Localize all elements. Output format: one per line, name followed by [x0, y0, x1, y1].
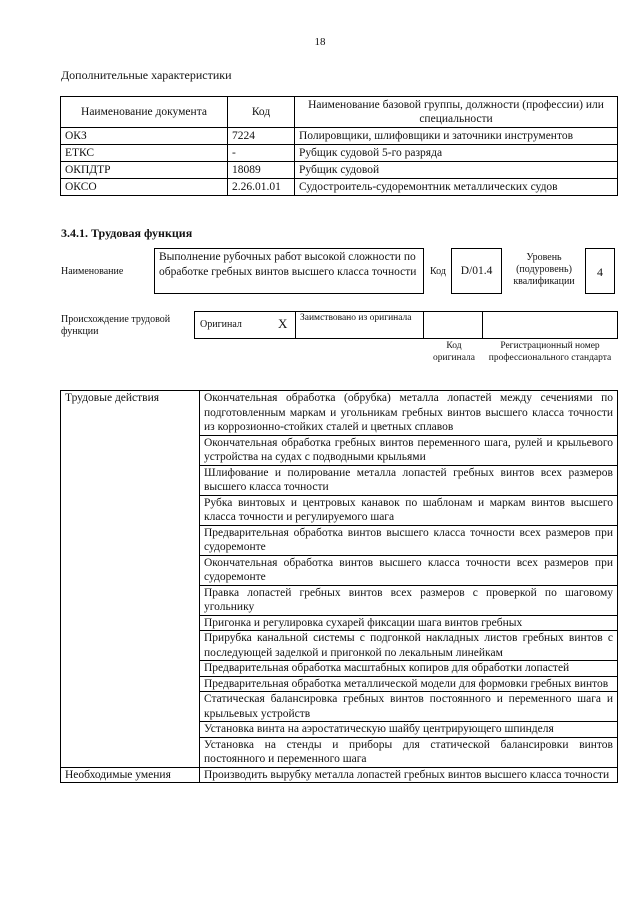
- cell-code: -: [228, 145, 295, 162]
- labor-action-item: Предварительная обработка винтов высшего класса точности всех размеров при судоремонте: [200, 525, 618, 555]
- cell-document: ОКСО: [61, 179, 228, 196]
- header-code: Код: [228, 97, 295, 128]
- labor-action-item: Предварительная обработка металлической модели для формовки гребных винтов: [200, 676, 618, 692]
- qualification-level-value: 4: [585, 248, 615, 294]
- labor-action-item: Установка винта на аэростатическую шайбу центрирующего шпинделя: [200, 722, 618, 738]
- labor-action-item: Окончательная обработка гребных винтов переменного шага, рулей и крыльевого устройства на судах с подводными крыльями: [200, 435, 618, 465]
- header-document: Наименование документа: [61, 97, 228, 128]
- labor-action-item: Правка лопастей гребных винтов всех размеров с проверкой по шаговому угольнику: [200, 585, 618, 615]
- original-label: Оригинал: [200, 319, 242, 330]
- cell-group-name: Полировщики, шлифовщики и заточники инструментов: [295, 128, 618, 145]
- table-row: [61, 179, 618, 196]
- original-mark: X: [278, 316, 288, 331]
- cell-group-name: Рубщик судовой: [295, 162, 618, 179]
- table-row: [61, 145, 618, 162]
- labor-action-item: Статическая балансировка гребных винтов постоянного и переменного шага и крыльевых устройств: [200, 692, 618, 722]
- original-code-cell: [423, 311, 483, 339]
- borrowed-label: Заимствовано из оригинала: [300, 313, 412, 323]
- origin-label: Происхождение трудовой функции: [61, 314, 171, 337]
- labor-action-item: Шлифование и полирование металла лопастей гребных винтов всех размеров высшего класса точности: [200, 465, 618, 495]
- labor-action-item: Предварительная обработка масштабных копиров для обработки лопастей: [200, 661, 618, 677]
- cell-document: ОКЗ: [61, 128, 228, 145]
- function-name-value: Выполнение рубочных работ высокой сложности по обработке гребных винтов высшего класса точности: [154, 248, 424, 294]
- labor-action-item: Окончательная обработка (обрубка) металла лопастей между сечениями по подготовленным маркам и угольникам гребных винтов высшего класса точности из коррозионно-стойких сталей и цветных сплавов: [200, 391, 618, 436]
- cell-document: ОКПДТР: [61, 162, 228, 179]
- required-skills-label: Необходимые умения: [61, 767, 200, 783]
- table-row: [61, 391, 618, 436]
- cell-code: 2.26.01.01: [228, 179, 295, 196]
- cell-group-name: Рубщик судовой 5-го разряда: [295, 145, 618, 162]
- table-header-row: [61, 97, 618, 128]
- registration-number-label: Регистрационный номер профессионального стандарта: [488, 341, 612, 363]
- qualification-level-label: Уровень (подуровень) квалификации: [513, 252, 575, 287]
- page-number: 18: [314, 36, 326, 48]
- labor-action-item: Прирубка канальной системы с подгонкой накладных листов гребных винтов с последующей заделкой и пригонкой по лекальным линейкам: [200, 631, 618, 661]
- table-row: [61, 128, 618, 145]
- function-code-value: D/01.4: [451, 248, 502, 294]
- labor-actions-table: [60, 390, 618, 783]
- name-label: Наименование: [61, 266, 124, 277]
- labor-action-item: Установка на стенды и приборы для статической балансировки винтов постоянного и переменного шага: [200, 737, 618, 767]
- cell-document: ЕТКС: [61, 145, 228, 162]
- header-group-name: Наименование базовой группы, должности (профессии) или специальности: [295, 97, 618, 128]
- labor-function-title: 3.4.1. Трудовая функция: [61, 226, 193, 240]
- table-row: [61, 767, 618, 783]
- labor-action-item: Пригонка и регулировка сухарей фиксации шага винтов гребных: [200, 615, 618, 631]
- code-label: Код: [430, 266, 446, 277]
- cell-group-name: Судостроитель-судоремонтник металлических судов: [295, 179, 618, 196]
- labor-actions-label: Трудовые действия: [61, 391, 200, 768]
- labor-action-item: Окончательная обработка винтов высшего класса точности всех размеров при судоремонте: [200, 555, 618, 585]
- cell-code: 7224: [228, 128, 295, 145]
- table-row: [61, 162, 618, 179]
- registration-number-cell: [482, 311, 618, 339]
- cell-code: 18089: [228, 162, 295, 179]
- skill-item: Производить вырубку металла лопастей гребных винтов высшего класса точности: [200, 767, 618, 783]
- original-code-label: Код оригинала: [433, 341, 475, 363]
- labor-action-item: Рубка винтовых и центровых канавок по шаблонам и маркам винтов высшего класса точности и регулируемого шага: [200, 495, 618, 525]
- additional-characteristics-table: [60, 96, 618, 196]
- additional-characteristics-title: Дополнительные характеристики: [61, 68, 232, 82]
